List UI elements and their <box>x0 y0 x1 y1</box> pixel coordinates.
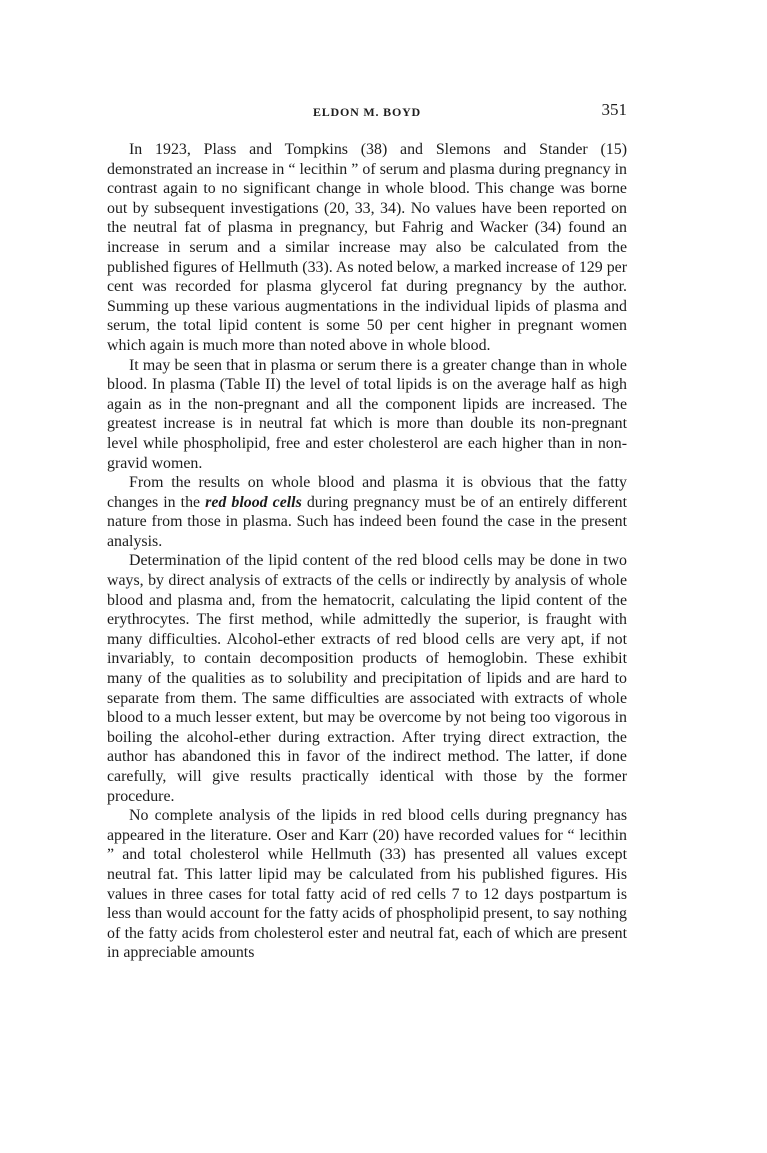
page-number: 351 <box>601 100 627 119</box>
paragraph-determination-methods: Determination of the lipid content of the red blood cells may be done in two ways, by direct analysis of extracts of the cells or indirectly by analysis of whole blood and plasma and, from the hematocrit, calculating the lipid content of the erythrocytes. The first method, while admittedly the superior, is fraught with many difficulties. Alcohol-ether extracts of red blood cells are very apt, if not invariably, to contain decomposition products of hemoglobin. These exhibit many of the qualities as to solubility and precipitation of lipids and are hard to separate from them. The same difficulties are associated with extracts of whole blood to a much lesser extent, but may be overcome by not being too vigorous in boiling the alcohol-ether during extraction. After trying direct extraction, the author has abandoned this in favor of the indirect method. The latter, if done carefully, will give results practically identical with those by the former procedure. <box>107 552 627 805</box>
emphasis-red-blood-cells: red blood cells <box>205 493 302 511</box>
body-text <box>107 140 627 963</box>
paragraph-plasma-serum-change: It may be seen that in plasma or serum there is a greater change than in whole blood. In plasma (Table II) the level of total lipids is on the average half as high again as in the non-pregnant and all the component lipids are increased. The greatest increase is in neutral fat which is more than double its non-pregnant level while phospholipid, free and ester cholesterol are each higher than in non-gravid women. <box>107 356 627 472</box>
paragraph-text-before: From the results on whole blood and plasma it is obvious that the fatty changes in the <box>107 474 627 511</box>
running-title: ELDON M. BOYD <box>312 105 422 119</box>
running-head <box>107 100 627 126</box>
paragraph-red-cell-changes <box>107 473 627 551</box>
paragraph-plasma-lecithin: In 1923, Plass and Tompkins (38) and Slemons and Stander (15) demonstrated an increase in “ lecithin ” of serum and plasma during pregnancy in contrast again to no significant change in whole blood. This change was borne out by subsequent investigations (20, 33, 34). No values have been reported on the neutral fat of plasma in pregnancy, but Fahrig and Wacker (34) found an increase in serum and a similar increase may also be calculated from the published figures of Hellmuth (33). As noted below, a marked increase of 129 per cent was recorded for plasma glycerol fat during pregnancy by the author. Summing up these various augmentations in the individual lipids of plasma and serum, the total lipid content is some 50 per cent higher in pregnant women which again is much more than noted above in whole blood. <box>107 141 627 354</box>
paragraph-literature-analysis: No complete analysis of the lipids in red blood cells during pregnancy has appeared in the literature. Oser and Karr (20) have recorded values for “ lecithin ” and total cholesterol while Hellmuth (33) has presented all values except neutral fat. This latter lipid may be calculated from his published figures. His values in three cases for total fatty acid of red cells 7 to 12 days postpartum is less than would account for the fatty acids of phospholipid present, to say nothing of the fatty acids from cholesterol ester and neutral fat, each of which are present in appreciable amounts <box>107 807 627 962</box>
paragraph-text-after: during pregnancy must be of an entirely different nature from those in plasma. Such has indeed been found the case in the present analysis. <box>107 493 627 550</box>
